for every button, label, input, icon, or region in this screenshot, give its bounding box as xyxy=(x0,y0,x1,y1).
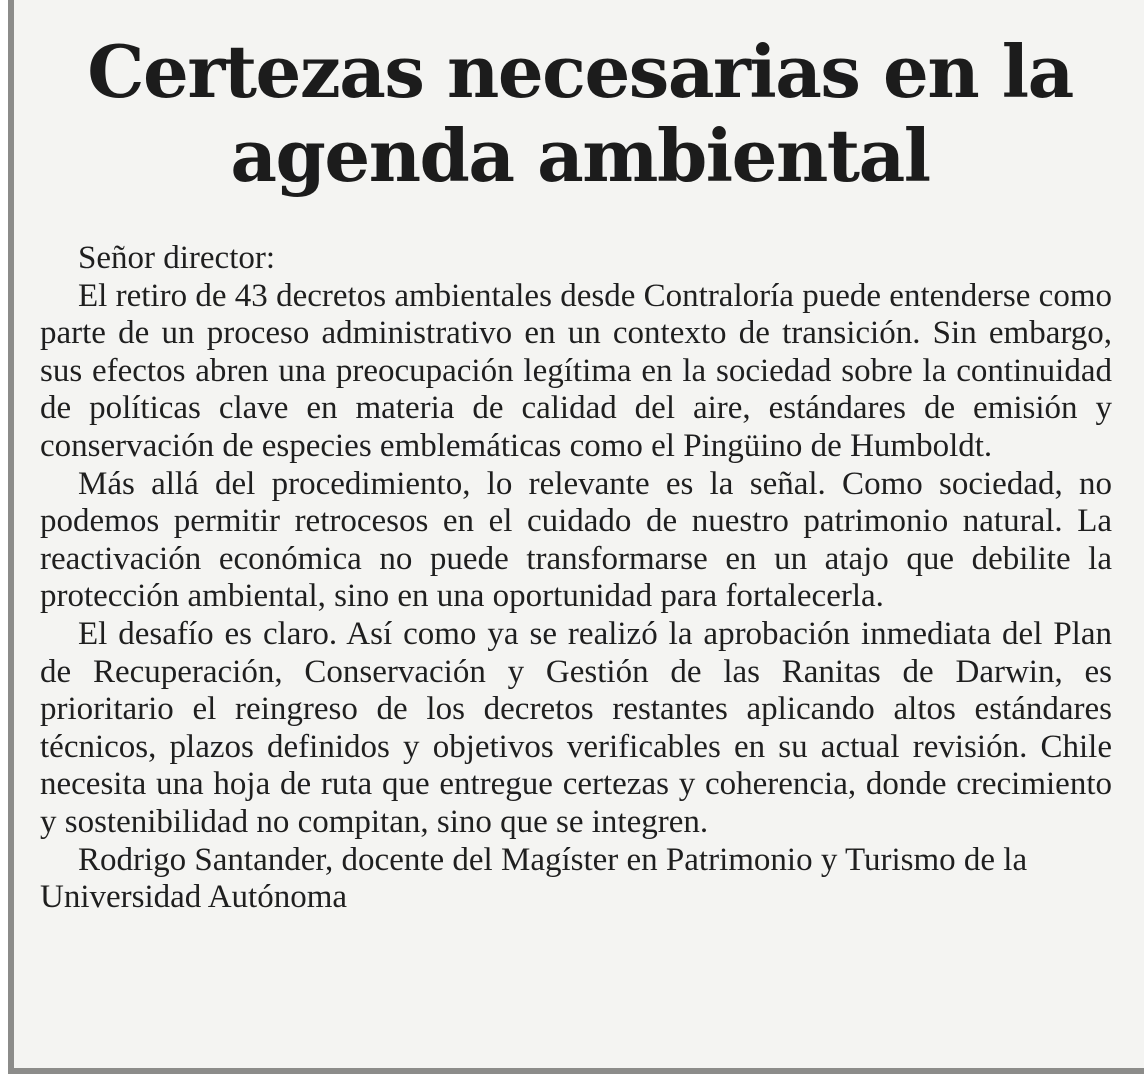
page-margin xyxy=(0,0,8,1084)
letter-body xyxy=(40,240,1112,917)
headline-line-2: agenda ambiental xyxy=(230,113,930,198)
column-rule-left xyxy=(8,0,14,1074)
headline xyxy=(30,30,1130,198)
signature: Rodrigo Santander, docente del Magíster en Patrimonio y Turismo de la Universidad Autónoma xyxy=(40,841,1028,916)
headline-line-1: Certezas necesarias en la xyxy=(87,29,1073,114)
paragraph-3: El desafío es claro. Así como ya se realizó la aprobación inmediata del Plan de Recuperación, Conservación y Gestión de las Ranitas de Darwin, es prioritario el reingreso de los decretos restantes aplicando altos estándares técnicos, plazos definidos y objetivos verificables en su actual revisión. Chile necesita una hoja de ruta que entregue certezas y coherencia, donde crecimiento y sostenibilidad no compitan, sino que se integren. xyxy=(40,615,1112,840)
page-margin-bottom xyxy=(0,1074,1144,1084)
paragraph-1: El retiro de 43 decretos ambientales desde Contraloría puede entenderse como parte de un proceso administrativo en un contexto de transición. Sin embargo, sus efectos abren una preocupación legítima en la sociedad sobre la continuidad de políticas clave en materia de calidad del aire, estándares de emisión y conservación de especies emblemáticas como el Pingüino de Humboldt. xyxy=(40,277,1112,464)
salutation: Señor director: xyxy=(78,240,276,276)
paragraph-2: Más allá del procedimiento, lo relevante es la señal. Como sociedad, no podemos permitir retrocesos en el cuidado de nuestro patrimonio natural. La reactivación económica no puede transformarse en un atajo que debilite la protección ambiental, sino en una oportunidad para fortalecerla. xyxy=(40,465,1112,615)
